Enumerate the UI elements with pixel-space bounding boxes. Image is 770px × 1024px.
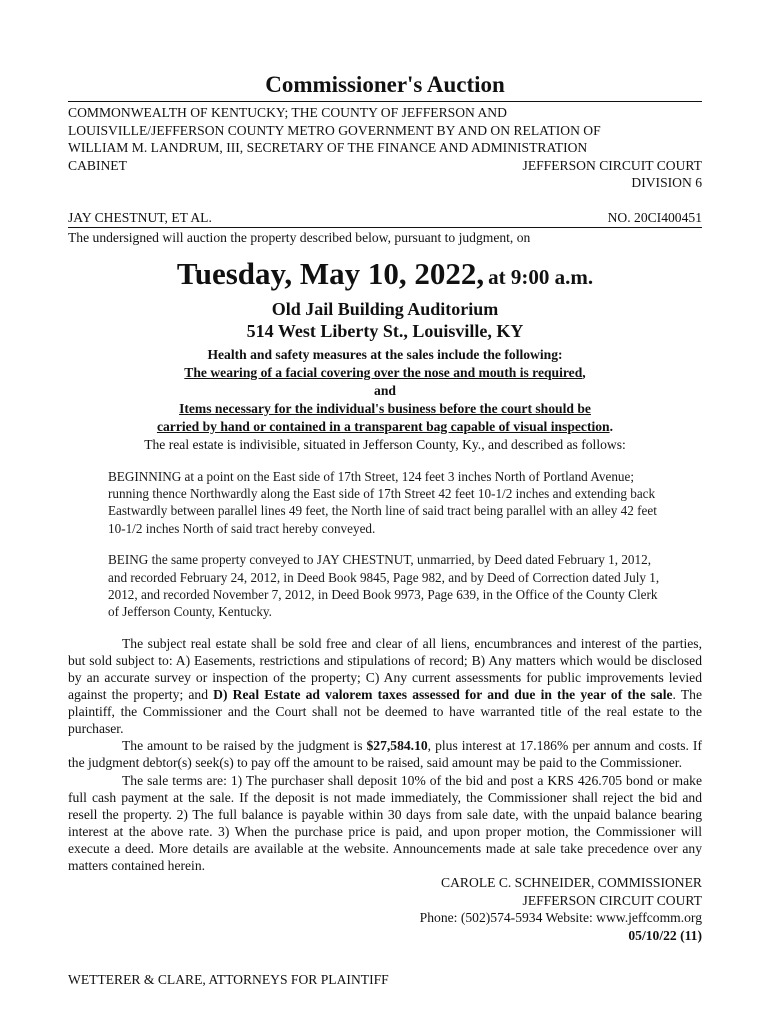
court-name: JEFFERSON CIRCUIT COURT [522,157,702,173]
auction-intro: The undersigned will auction the property described below, pursuant to judgment, on [68,229,531,245]
contact-info: Phone: (502)574-5934 Website: www.jeffcomm.org [419,910,702,926]
case-number: NO. 20CI400451 [607,209,702,225]
legal-description [108,468,662,621]
terms-text: , plus interest at 17.186% per annum and costs. If the judgment debtor(s) seek(s) to pay off the amount to be raised, said amount may be paid to the Commissioner. [68,738,702,771]
sale-date: Tuesday, May 10, 2022, [176,255,485,291]
legal-paragraph: BEGINNING at a point on the East side of 17th Street, 124 feet 3 inches North of Portland Avenue; running thence Northwardly along the East side of 17th Street 42 feet 10-1/2 inches and extending back Eastwardly between parallel lines 49 feet, the North line of said tract being parallel with an alley 42 feet 10-1/2 inches North of said tract hereby conveyed. [108,468,657,536]
caption-plaintiff-tail: CABINET [68,157,127,173]
case-row [68,209,702,228]
health-items-line2: carried by hand or contained in a transparent bag capable of visual inspection [156,418,610,434]
case-caption [68,104,702,192]
publication-date: 05/10/22 (11) [628,927,702,943]
terms-text: . The plaintiff, the Commissioner and the Court shall not be deemed to have warranted title of the real estate to the purchaser. [68,687,702,737]
terms-text: The amount to be raised by the judgment is [122,738,367,754]
terms-paragraph: The sale terms are: 1) The purchaser shall deposit 10% of the bid and post a KRS 426.705 bond or make full cash payment at the sale. If the deposit is not made immediately, the Commissioner shall reject the bid and resell the property. 2) The full balance is payable within 30 days from sale date, with the unpaid balance bearing interest at the above rate. 3) When the purchase price is paid, and upon proper motion, the Commissioner will execute a deed. More details are available at the website. Announcements made at sale take precedence over any matters contained herein. [68,772,702,873]
health-covering-line [68,364,702,382]
notice-page [68,70,702,944]
health-heading: Health and safety measures at the sales include the following: [207,346,563,362]
sale-address: 514 West Liberty St., Louisville, KY [246,320,524,341]
sale-time: at 9:00 a.m. [488,264,594,289]
health-items-line1: Items necessary for the individual's business before the court should be [179,400,591,416]
description-intro: The real estate is indivisible, situated in Jefferson County, Ky., and described as follows: [144,436,626,452]
sale-venue: Old Jail Building Auditorium [271,298,499,319]
caption-row [68,157,702,175]
sale-datetime [68,256,702,298]
terms-text: The subject real estate shall be sold free and clear of all liens, encumbrances and interest of the parties, but sold subject to: A) Easements, restrictions and stipulations of record; B) Any matters which would be disclosed by an accurate survey or inspection of the property; C) Any current assessments for public improvements levied against the property; and [68,635,702,703]
health-covering: The wearing of a facial covering over the nose and mouth is required [184,364,583,380]
commissioner-name: CAROLE C. SCHNEIDER, COMMISSIONER [441,875,702,891]
sale-terms [68,635,702,874]
defendant-name: JAY CHESTNUT, ET AL. [68,209,212,225]
terms-paragraph [68,635,702,738]
caption-line: COMMONWEALTH OF KENTUCKY; THE COUNTY OF JEFFERSON AND [68,105,507,120]
health-measures [68,346,702,436]
health-items-line2-wrap [68,418,702,436]
court-division: DIVISION 6 [631,175,702,190]
terms-paragraph [68,737,702,771]
punctuation: , [582,364,586,380]
notice-title: Commissioner's Auction [68,70,702,102]
health-and: and [374,382,396,398]
caption-line: LOUISVILLE/JEFFERSON COUNTY METRO GOVERNMENT BY AND ON RELATION OF [68,122,601,138]
terms-bold: D) Real Estate ad valorem taxes assessed for and due in the year of the sale [213,687,673,703]
caption-line: WILLIAM M. LANDRUM, III, SECRETARY OF THE FINANCE AND ADMINISTRATION [68,140,588,155]
legal-paragraph: BEING the same property conveyed to JAY CHESTNUT, unmarried, by Deed dated February 1, 2012, and recorded February 24, 2012, in Deed Book 9845, Page 982, and by Deed of Correction dated July 1, 2012, and recorded November 7, 2012, in Deed Book 9973, Page 639, in the Office of the County Clerk of Jefferson County, Kentucky. [108,552,660,620]
attorney-footer: WETTERER & CLARE, ATTORNEYS FOR PLAINTIFF [68,972,389,987]
punctuation: . [609,418,614,434]
signature-court: JEFFERSON CIRCUIT COURT [522,892,702,908]
signature-block [68,874,702,944]
judgment-amount: $27,584.10 [366,738,428,754]
